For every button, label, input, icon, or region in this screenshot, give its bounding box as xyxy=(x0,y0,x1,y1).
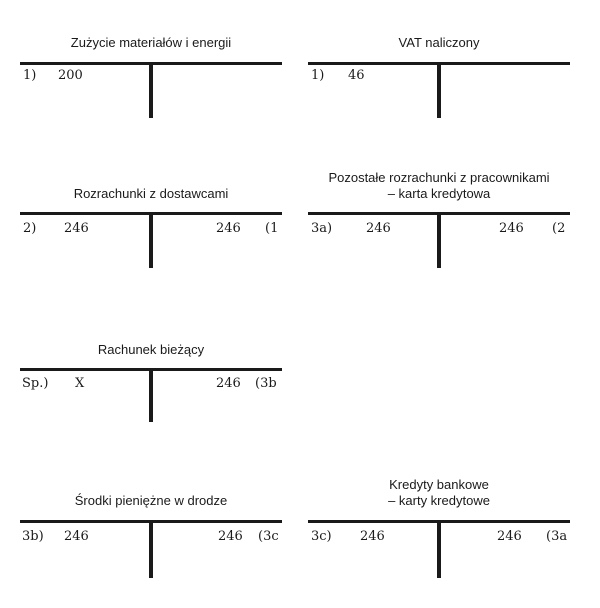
debit-amount: X xyxy=(75,376,85,391)
account-title-line: Rachunek bieżący xyxy=(97,342,205,357)
t-account-vertical-line xyxy=(437,214,441,268)
debit-amount: 46 xyxy=(348,68,365,83)
t-account-srodki-pieniezne-w-drodze xyxy=(20,488,282,608)
debit-ref: 3b) xyxy=(22,529,44,544)
account-title-line: Zużycie materiałów i energii xyxy=(70,35,232,50)
debit-amount: 246 xyxy=(366,221,391,236)
credit-amount: 246 xyxy=(499,221,524,236)
account-title-line: Rozrachunki z dostawcami xyxy=(73,186,229,201)
debit-ref: 2) xyxy=(23,221,37,236)
t-account-vertical-line xyxy=(149,214,153,268)
account-title-line: VAT naliczony xyxy=(398,35,480,50)
t-account-pozostale-rozrachunki xyxy=(308,170,570,300)
credit-ref: (3a xyxy=(546,529,568,544)
account-title-line: Środki pieniężne w drodze xyxy=(74,493,228,508)
t-account-kredyty-bankowe xyxy=(308,477,570,608)
account-title-line: Pozostałe rozrachunki z pracownikami xyxy=(328,170,550,185)
debit-amount: 246 xyxy=(360,529,385,544)
t-account-vat-naliczony xyxy=(308,30,570,150)
credit-ref: (1 xyxy=(265,221,279,236)
account-title xyxy=(308,35,570,51)
debit-ref: 1) xyxy=(23,68,37,83)
t-account-vertical-line xyxy=(149,522,153,578)
debit-amount: 246 xyxy=(64,221,89,236)
credit-amount: 246 xyxy=(216,221,241,236)
debit-ref: 3c) xyxy=(311,529,332,544)
credit-amount: 246 xyxy=(497,529,522,544)
debit-ref: 1) xyxy=(311,68,325,83)
credit-ref: (3b xyxy=(255,376,277,391)
t-account-rachunek-biezacy xyxy=(20,336,282,456)
debit-amount: 200 xyxy=(58,68,83,83)
account-title xyxy=(20,342,282,358)
credit-ref: (3c xyxy=(258,529,279,544)
debit-ref: 3a) xyxy=(311,221,333,236)
t-account-vertical-line xyxy=(149,370,153,422)
t-account-vertical-line xyxy=(437,64,441,118)
account-title-line: – karty kredytowe xyxy=(388,493,490,508)
account-title xyxy=(20,493,282,509)
account-title xyxy=(308,170,570,202)
credit-ref: (2 xyxy=(552,221,566,236)
t-account-vertical-line xyxy=(437,522,441,578)
credit-amount: 246 xyxy=(216,376,241,391)
t-account-vertical-line xyxy=(149,64,153,118)
debit-ref: Sp.) xyxy=(22,376,49,391)
account-title xyxy=(308,477,570,509)
account-title xyxy=(20,186,282,202)
credit-amount: 246 xyxy=(218,529,243,544)
account-title-line: Kredyty bankowe xyxy=(389,477,489,492)
debit-amount: 246 xyxy=(64,529,89,544)
t-account-rozrachunki-z-dostawcami xyxy=(20,180,282,300)
account-title-line: – karta kredytowa xyxy=(387,186,491,201)
account-title xyxy=(20,35,282,51)
t-account-zuzycie-materialow xyxy=(20,30,282,150)
